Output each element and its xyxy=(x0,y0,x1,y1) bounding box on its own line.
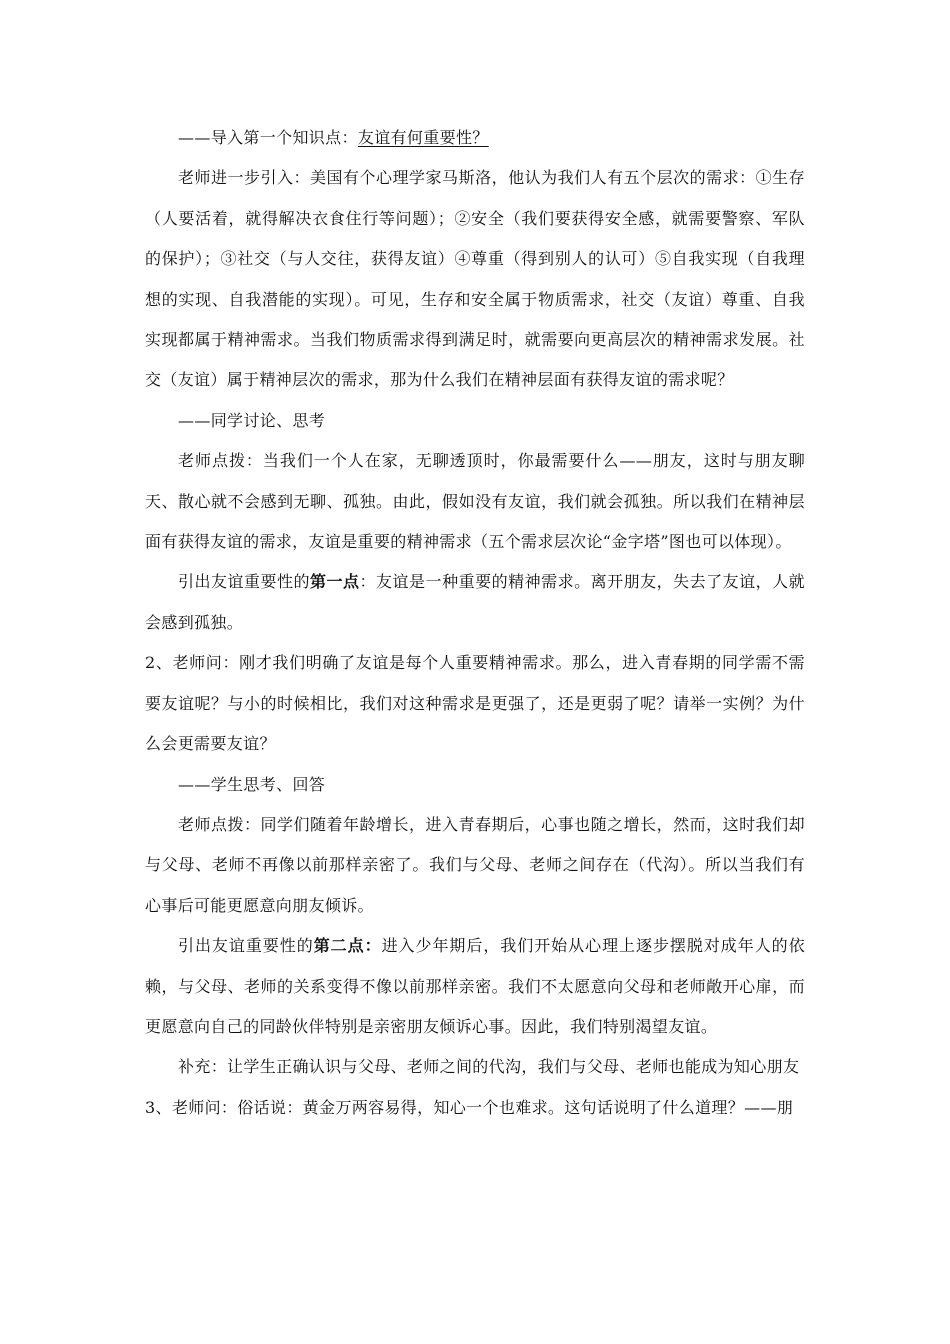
paragraph-first-point xyxy=(145,562,805,643)
first-point-bold: 第一点 xyxy=(310,572,360,592)
second-point-prefix: 引出友谊重要性的 xyxy=(178,936,314,956)
paragraph-supplement: 补充：让学生正确认识与父母、老师之间的代沟，我们与父母、老师也能成为知心朋友 xyxy=(178,1057,800,1077)
paragraph-second-point xyxy=(145,926,805,1047)
paragraph-knowledge-point-intro xyxy=(145,118,805,158)
intro-prefix: ——导入第一个知识点： xyxy=(178,128,358,147)
first-point-prefix: 引出友谊重要性的 xyxy=(178,572,311,592)
paragraph-question-2: 2、老师问：刚才我们明确了友谊是每个人重要精神需求。那么，进入青春期的同学需不需要友谊呢？与小的时候相比，我们对这种需求是更强了，还是更弱了呢？请举一实例？为什么会更需要友谊？ xyxy=(145,653,805,754)
paragraph-student-answer: ——学生思考、回答 xyxy=(178,774,326,794)
paragraph-maslow-needs: 老师进一步引入：美国有个心理学家马斯洛，他认为我们人有五个层次的需求：①生存（人要活着，就得解决衣食住行等问题）；②安全（我们要获得安全感，就需要警察、军队的保护）；③社交（与人交往，获得友谊）④尊重（得到别人的认可）⑤自我实现（自我理想的实现、自我潜能的实现）。可见，生存和安全属于物质需求，社交（友谊）尊重、自我实现都属于精神需求。当我们物质需求得到满足时，就需要向更高层次的精神需求发展。社交（友谊）属于精神层次的需求，那为什么我们在精神层面有获得友谊的需求呢？ xyxy=(145,168,805,390)
paragraph-teacher-guidance-2: 老师点拨：同学们随着年龄增长，进入青春期后，心事也随之增长，然而，这时我们却与父母、老师不再像以前那样亲密了。我们与父母、老师之间存在（代沟）。所以当我们有心事后可能更愿意向朋友倾诉。 xyxy=(145,814,805,915)
paragraph-teacher-guidance-1: 老师点拨：当我们一个人在家，无聊透顶时，你最需要什么——朋友，这时与朋友聊天、散心就不会感到无聊、孤独。由此，假如没有友谊，我们就会孤独。所以我们在精神层面有获得友谊的需求，友谊是重要的精神需求（五个需求层次论“金字塔”图也可以体现）。 xyxy=(145,451,805,552)
underlined-question: 友谊有何重要性？ xyxy=(357,128,489,147)
document-page xyxy=(145,118,805,1128)
first-point-suffix: ：友谊是一种重要的精神需求。离开朋友，失去了友谊，人就会感到孤独。 xyxy=(145,572,805,632)
second-point-bold: 第二点： xyxy=(313,936,382,956)
paragraph-question-3: 3、老师问：俗话说：黄金万两容易得，知心一个也难求。这句话说明了什么道理？——朋 xyxy=(145,1097,794,1117)
second-point-suffix: 进入少年期后，我们开始从心理上逐步摆脱对成年人的依赖，与父母、老师的关系变得不像以前那样亲密。我们不太愿意向父母和老师敞开心扉，而更愿意向自己的同龄伙伴特别是亲密朋友倾诉心事。因此，我们特别渴望友谊。 xyxy=(145,936,805,1036)
paragraph-class-discussion: ——同学讨论、思考 xyxy=(178,410,326,430)
